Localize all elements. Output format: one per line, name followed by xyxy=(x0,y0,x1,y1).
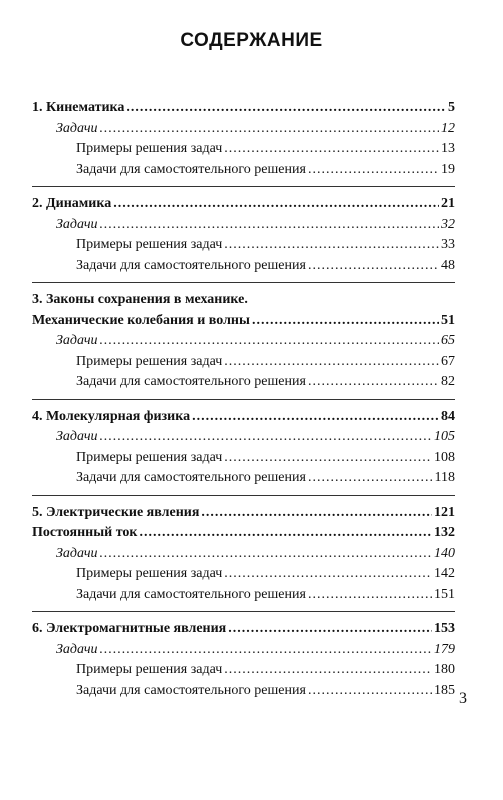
dot-leader xyxy=(100,119,439,140)
toc-entry xyxy=(32,372,455,393)
section-divider xyxy=(32,495,455,496)
toc-entry-title: Механические колебания и волны xyxy=(32,312,250,328)
toc-section xyxy=(32,503,455,606)
toc-entry xyxy=(32,352,455,373)
toc-entry xyxy=(32,235,455,256)
page-title: СОДЕРЖАНИЕ xyxy=(180,30,323,51)
toc-entry-page: 67 xyxy=(441,353,455,369)
toc-entry-page: 153 xyxy=(434,621,455,636)
toc-entry xyxy=(32,585,455,606)
dot-leader xyxy=(100,544,432,565)
dot-leader xyxy=(126,98,446,119)
toc-entry-title: Задачи xyxy=(56,545,98,561)
toc-entry-page: 19 xyxy=(441,161,455,177)
dot-leader xyxy=(100,427,432,448)
toc-entry xyxy=(32,619,455,640)
toc-entry-page: 51 xyxy=(441,312,455,328)
toc-entry-page: 65 xyxy=(441,333,455,348)
section-divider xyxy=(32,611,455,612)
toc-entry xyxy=(32,119,455,140)
toc-entry-page: 179 xyxy=(434,641,455,657)
toc-entry xyxy=(32,139,455,160)
toc-entry-title: Задачи для самостоятельного решения xyxy=(76,374,306,389)
toc-entry-title: Примеры решения задач xyxy=(76,449,223,465)
page-number: 3 xyxy=(459,690,467,707)
toc-entry-title: Задачи xyxy=(56,429,98,444)
toc-entry-page: 151 xyxy=(434,586,455,602)
toc-entry xyxy=(32,160,455,181)
toc-entry-title: 3. Законы сохранения в механике. xyxy=(32,292,248,307)
toc-entry-title: Задачи xyxy=(56,641,98,657)
toc-entry-page: 5 xyxy=(448,100,455,115)
toc-entry xyxy=(32,448,455,469)
toc-entry xyxy=(32,544,455,565)
toc-entry xyxy=(32,98,455,119)
dot-leader xyxy=(224,448,432,469)
toc-section xyxy=(32,98,455,180)
toc-entry xyxy=(32,660,455,681)
toc-entry-page: 185 xyxy=(434,682,455,698)
toc-entry xyxy=(32,290,455,311)
toc-entry xyxy=(32,681,455,702)
toc-entry-page: 142 xyxy=(434,566,455,581)
dot-leader xyxy=(140,523,433,544)
toc-entry xyxy=(32,331,455,352)
toc-entry xyxy=(32,407,455,428)
toc-entry xyxy=(32,564,455,585)
toc-entry-page: 132 xyxy=(434,525,455,540)
toc-entry-page: 12 xyxy=(441,120,455,136)
toc-entry-page: 140 xyxy=(434,545,455,561)
toc-entry-title: 4. Молекулярная физика xyxy=(32,408,191,424)
toc-entry xyxy=(32,468,455,489)
toc-entry-title: Задачи для самостоятельного решения xyxy=(76,161,306,177)
dot-leader xyxy=(100,215,439,236)
toc-entry-title: Примеры решения задач xyxy=(76,662,223,677)
toc-entry-title: 2. Динамика xyxy=(32,196,112,211)
toc-entry-page: 13 xyxy=(441,141,455,156)
toc-entry-title: Примеры решения задач xyxy=(76,141,223,156)
toc-entry-title: Задачи для самостоятельного решения xyxy=(76,470,306,485)
toc-entry xyxy=(32,523,455,544)
dot-leader xyxy=(308,256,439,277)
dot-leader xyxy=(308,468,433,489)
toc-entry-title: Задачи xyxy=(56,333,98,348)
dot-leader xyxy=(113,194,439,215)
table-of-contents xyxy=(32,98,455,701)
dot-leader xyxy=(201,503,432,524)
toc-entry-title: Примеры решения задач xyxy=(76,353,223,369)
toc-entry-title: Задачи для самостоятельного решения xyxy=(76,682,306,698)
toc-entry-page: 105 xyxy=(434,429,455,444)
toc-entry xyxy=(32,427,455,448)
section-divider xyxy=(32,186,455,187)
toc-entry-title: 5. Электрические явления xyxy=(32,504,200,520)
dot-leader xyxy=(308,681,432,702)
dot-leader xyxy=(100,640,432,661)
toc-entry xyxy=(32,311,455,332)
dot-leader xyxy=(308,160,439,181)
section-divider xyxy=(32,399,455,400)
dot-leader xyxy=(308,372,439,393)
toc-entry xyxy=(32,503,455,524)
toc-entry-page: 118 xyxy=(434,470,455,485)
toc-entry xyxy=(32,215,455,236)
toc-entry-title: Примеры решения задач xyxy=(76,237,223,252)
toc-entry-page: 48 xyxy=(441,257,455,273)
toc-entry-title: 1. Кинематика xyxy=(32,100,125,115)
dot-leader xyxy=(192,407,439,428)
toc-entry xyxy=(32,640,455,661)
dot-leader xyxy=(224,564,432,585)
dot-leader xyxy=(224,660,432,681)
dot-leader xyxy=(224,352,439,373)
dot-leader xyxy=(252,311,439,332)
toc-entry-page: 84 xyxy=(441,408,455,424)
dot-leader xyxy=(224,139,439,160)
toc-entry-title: Задачи xyxy=(56,216,98,232)
toc-entry-title: Постоянный ток xyxy=(32,525,138,540)
toc-entry-page: 21 xyxy=(441,196,455,211)
toc-entry-title: Задачи для самостоятельного решения xyxy=(76,257,306,273)
toc-entry-page: 108 xyxy=(434,449,455,465)
toc-entry-title: Задачи xyxy=(56,120,98,136)
toc-entry-title: Задачи для самостоятельного решения xyxy=(76,586,306,602)
toc-entry-page: 82 xyxy=(441,374,455,389)
toc-section xyxy=(32,619,455,701)
dot-leader xyxy=(224,235,439,256)
toc-entry-page: 33 xyxy=(441,237,455,252)
toc-section xyxy=(32,194,455,276)
toc-entry xyxy=(32,256,455,277)
toc-section xyxy=(32,407,455,489)
toc-entry-page: 121 xyxy=(434,504,455,520)
toc-entry xyxy=(32,194,455,215)
dot-leader xyxy=(308,585,432,606)
dot-leader xyxy=(228,619,432,640)
toc-entry-page: 180 xyxy=(434,662,455,677)
toc-entry-page: 32 xyxy=(441,216,455,232)
toc-entry-title: 6. Электромагнитные явления xyxy=(32,621,227,636)
toc-entry-title: Примеры решения задач xyxy=(76,566,223,581)
dot-leader xyxy=(100,331,439,352)
toc-section xyxy=(32,290,455,393)
section-divider xyxy=(32,282,455,283)
